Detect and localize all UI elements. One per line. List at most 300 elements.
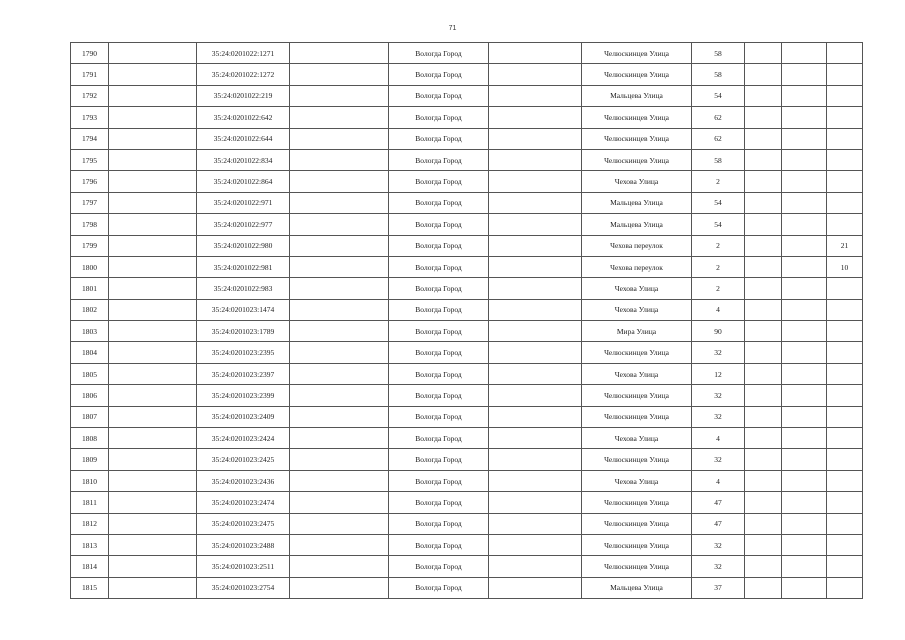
cell-blank — [489, 321, 582, 342]
cell-blank — [290, 235, 389, 256]
cell-blank — [745, 85, 782, 106]
cell-blank — [489, 128, 582, 149]
cell-blank — [745, 149, 782, 170]
cell-street: Челюскинцев Улица — [582, 64, 692, 85]
cell-row-number: 1802 — [71, 299, 109, 320]
cell-house-number: 4 — [692, 428, 745, 449]
cell-blank — [489, 85, 582, 106]
cell-blank — [290, 385, 389, 406]
table-row — [71, 470, 863, 491]
cell-cadastral-number: 35:24:0201023:1789 — [197, 321, 290, 342]
cell-blank — [109, 64, 197, 85]
cell-blank — [290, 321, 389, 342]
cell-apartment — [827, 85, 863, 106]
cell-street: Чехова Улица — [582, 363, 692, 384]
cell-blank — [782, 235, 827, 256]
cell-city: Вологда Город — [389, 235, 489, 256]
cell-blank — [290, 556, 389, 577]
cell-street: Челюскинцев Улица — [582, 385, 692, 406]
cell-row-number: 1807 — [71, 406, 109, 427]
cell-cadastral-number: 35:24:0201022:1271 — [197, 43, 290, 64]
cell-street: Чехова Улица — [582, 428, 692, 449]
cell-row-number: 1800 — [71, 256, 109, 277]
cell-house-number: 58 — [692, 64, 745, 85]
cell-apartment — [827, 577, 863, 598]
cell-blank — [745, 385, 782, 406]
cell-city: Вологда Город — [389, 299, 489, 320]
cell-apartment — [827, 128, 863, 149]
cell-blank — [745, 470, 782, 491]
cell-row-number: 1811 — [71, 492, 109, 513]
cell-house-number: 32 — [692, 385, 745, 406]
cell-city: Вологда Город — [389, 278, 489, 299]
cell-cadastral-number: 35:24:0201023:2425 — [197, 449, 290, 470]
cell-street: Челюскинцев Улица — [582, 449, 692, 470]
cell-blank — [782, 385, 827, 406]
cell-apartment — [827, 470, 863, 491]
table-row — [71, 128, 863, 149]
page-number: 71 — [448, 25, 457, 32]
cell-city: Вологда Город — [389, 577, 489, 598]
cell-blank — [745, 428, 782, 449]
cell-blank — [109, 428, 197, 449]
table-row — [71, 214, 863, 235]
cell-house-number: 54 — [692, 192, 745, 213]
cell-blank — [290, 299, 389, 320]
cell-row-number: 1799 — [71, 235, 109, 256]
table-row — [71, 428, 863, 449]
cell-row-number: 1813 — [71, 534, 109, 555]
cell-blank — [489, 256, 582, 277]
cell-street: Чехова Улица — [582, 470, 692, 491]
table-row — [71, 278, 863, 299]
cell-row-number: 1795 — [71, 149, 109, 170]
cell-blank — [290, 149, 389, 170]
cell-blank — [109, 278, 197, 299]
cell-blank — [109, 171, 197, 192]
cell-street: Мальцева Улица — [582, 214, 692, 235]
cell-house-number: 32 — [692, 534, 745, 555]
cell-street: Челюскинцев Улица — [582, 513, 692, 534]
cell-row-number: 1808 — [71, 428, 109, 449]
cell-apartment — [827, 363, 863, 384]
cell-blank — [109, 85, 197, 106]
cell-city: Вологда Город — [389, 214, 489, 235]
cell-blank — [489, 363, 582, 384]
table-row — [71, 43, 863, 64]
cell-blank — [489, 235, 582, 256]
cell-blank — [782, 85, 827, 106]
cell-blank — [745, 278, 782, 299]
registry-table — [70, 42, 863, 599]
cell-blank — [782, 214, 827, 235]
cell-street: Челюскинцев Улица — [582, 406, 692, 427]
cell-street: Мальцева Улица — [582, 85, 692, 106]
cell-blank — [290, 278, 389, 299]
cell-row-number: 1797 — [71, 192, 109, 213]
cell-street: Чехова переулок — [582, 235, 692, 256]
cell-blank — [489, 43, 582, 64]
cell-cadastral-number: 35:24:0201023:2395 — [197, 342, 290, 363]
cell-street: Челюскинцев Улица — [582, 128, 692, 149]
cell-house-number: 90 — [692, 321, 745, 342]
cell-apartment: 21 — [827, 235, 863, 256]
cell-city: Вологда Город — [389, 363, 489, 384]
cell-street: Челюскинцев Улица — [582, 43, 692, 64]
cell-city: Вологда Город — [389, 513, 489, 534]
cell-blank — [782, 492, 827, 513]
cell-row-number: 1793 — [71, 107, 109, 128]
table-row — [71, 192, 863, 213]
cell-cadastral-number: 35:24:0201022:983 — [197, 278, 290, 299]
cell-city: Вологда Город — [389, 449, 489, 470]
cell-blank — [782, 556, 827, 577]
cell-city: Вологда Город — [389, 342, 489, 363]
cell-blank — [782, 256, 827, 277]
cell-city: Вологда Город — [389, 385, 489, 406]
cell-city: Вологда Город — [389, 149, 489, 170]
cell-street: Мальцева Улица — [582, 192, 692, 213]
cell-blank — [109, 577, 197, 598]
cell-row-number: 1803 — [71, 321, 109, 342]
cell-street: Челюскинцев Улица — [582, 149, 692, 170]
cell-cadastral-number: 35:24:0201023:1474 — [197, 299, 290, 320]
cell-apartment — [827, 192, 863, 213]
cell-blank — [782, 64, 827, 85]
cell-blank — [489, 214, 582, 235]
cell-blank — [782, 513, 827, 534]
cell-blank — [109, 385, 197, 406]
cell-blank — [109, 470, 197, 491]
cell-blank — [489, 556, 582, 577]
cell-house-number: 4 — [692, 470, 745, 491]
cell-street: Мира Улица — [582, 321, 692, 342]
cell-blank — [109, 299, 197, 320]
cell-blank — [290, 534, 389, 555]
cell-cadastral-number: 35:24:0201023:2488 — [197, 534, 290, 555]
table-body — [71, 43, 863, 599]
cell-city: Вологда Город — [389, 107, 489, 128]
cell-cadastral-number: 35:24:0201023:2399 — [197, 385, 290, 406]
cell-house-number: 58 — [692, 149, 745, 170]
cell-blank — [489, 513, 582, 534]
table-row — [71, 449, 863, 470]
cell-blank — [745, 492, 782, 513]
cell-blank — [782, 299, 827, 320]
cell-cadastral-number: 35:24:0201023:2409 — [197, 406, 290, 427]
cell-blank — [782, 278, 827, 299]
cell-city: Вологда Город — [389, 128, 489, 149]
cell-blank — [290, 513, 389, 534]
cell-blank — [782, 107, 827, 128]
cell-blank — [489, 406, 582, 427]
cell-cadastral-number: 35:24:0201023:2424 — [197, 428, 290, 449]
cell-blank — [109, 107, 197, 128]
cell-city: Вологда Город — [389, 470, 489, 491]
cell-blank — [290, 107, 389, 128]
cell-blank — [745, 43, 782, 64]
cell-cadastral-number: 35:24:0201023:2474 — [197, 492, 290, 513]
table-row — [71, 64, 863, 85]
cell-apartment: 10 — [827, 256, 863, 277]
cell-city: Вологда Город — [389, 192, 489, 213]
cell-blank — [745, 299, 782, 320]
cell-blank — [109, 534, 197, 555]
cell-blank — [745, 214, 782, 235]
table-row — [71, 171, 863, 192]
cell-cadastral-number: 35:24:0201023:2397 — [197, 363, 290, 384]
cell-blank — [290, 43, 389, 64]
cell-cadastral-number: 35:24:0201023:2436 — [197, 470, 290, 491]
cell-city: Вологда Город — [389, 43, 489, 64]
cell-blank — [489, 470, 582, 491]
cell-blank — [109, 214, 197, 235]
cell-city: Вологда Город — [389, 256, 489, 277]
cell-cadastral-number: 35:24:0201022:971 — [197, 192, 290, 213]
cell-blank — [290, 256, 389, 277]
cell-blank — [109, 406, 197, 427]
cell-blank — [782, 449, 827, 470]
table-row — [71, 534, 863, 555]
cell-row-number: 1791 — [71, 64, 109, 85]
cell-street: Челюскинцев Улица — [582, 492, 692, 513]
cell-blank — [782, 470, 827, 491]
cell-blank — [782, 342, 827, 363]
cell-apartment — [827, 171, 863, 192]
cell-blank — [782, 406, 827, 427]
cell-row-number: 1805 — [71, 363, 109, 384]
cell-blank — [489, 428, 582, 449]
cell-row-number: 1809 — [71, 449, 109, 470]
cell-cadastral-number: 35:24:0201023:2475 — [197, 513, 290, 534]
cell-apartment — [827, 299, 863, 320]
cell-street: Чехова Улица — [582, 278, 692, 299]
cell-blank — [290, 449, 389, 470]
cell-blank — [109, 342, 197, 363]
cell-house-number: 12 — [692, 363, 745, 384]
cell-apartment — [827, 556, 863, 577]
table-row — [71, 85, 863, 106]
table-row — [71, 556, 863, 577]
cell-row-number: 1792 — [71, 85, 109, 106]
cell-blank — [745, 107, 782, 128]
cell-city: Вологда Город — [389, 556, 489, 577]
cell-row-number: 1814 — [71, 556, 109, 577]
cell-row-number: 1794 — [71, 128, 109, 149]
cell-blank — [489, 299, 582, 320]
cell-row-number: 1790 — [71, 43, 109, 64]
cell-row-number: 1796 — [71, 171, 109, 192]
cell-blank — [745, 406, 782, 427]
cell-blank — [489, 342, 582, 363]
cell-blank — [745, 235, 782, 256]
cell-blank — [489, 449, 582, 470]
cell-street: Чехова Улица — [582, 171, 692, 192]
cell-row-number: 1798 — [71, 214, 109, 235]
cell-apartment — [827, 107, 863, 128]
cell-house-number: 32 — [692, 342, 745, 363]
cell-street: Чехова переулок — [582, 256, 692, 277]
cell-blank — [745, 321, 782, 342]
cell-blank — [489, 492, 582, 513]
cell-blank — [290, 492, 389, 513]
cell-house-number: 54 — [692, 85, 745, 106]
table-row — [71, 256, 863, 277]
cell-blank — [782, 128, 827, 149]
cell-blank — [109, 43, 197, 64]
cell-blank — [782, 43, 827, 64]
cell-apartment — [827, 406, 863, 427]
cell-apartment — [827, 321, 863, 342]
cell-blank — [109, 513, 197, 534]
cell-city: Вологда Город — [389, 64, 489, 85]
cell-house-number: 58 — [692, 43, 745, 64]
cell-blank — [782, 534, 827, 555]
cell-apartment — [827, 534, 863, 555]
cell-blank — [109, 256, 197, 277]
cell-blank — [109, 556, 197, 577]
cell-blank — [290, 470, 389, 491]
cell-row-number: 1812 — [71, 513, 109, 534]
cell-house-number: 2 — [692, 278, 745, 299]
cell-house-number: 2 — [692, 235, 745, 256]
cell-blank — [290, 214, 389, 235]
cell-blank — [489, 171, 582, 192]
cell-city: Вологда Город — [389, 85, 489, 106]
cell-house-number: 2 — [692, 171, 745, 192]
cell-blank — [489, 278, 582, 299]
cell-blank — [489, 385, 582, 406]
cell-blank — [109, 321, 197, 342]
cell-blank — [109, 149, 197, 170]
cell-cadastral-number: 35:24:0201023:2754 — [197, 577, 290, 598]
cell-blank — [745, 577, 782, 598]
table-row — [71, 299, 863, 320]
cell-apartment — [827, 149, 863, 170]
cell-house-number: 62 — [692, 107, 745, 128]
cell-cadastral-number: 35:24:0201022:1272 — [197, 64, 290, 85]
cell-blank — [782, 363, 827, 384]
cell-blank — [745, 64, 782, 85]
cell-street: Челюскинцев Улица — [582, 342, 692, 363]
cell-row-number: 1801 — [71, 278, 109, 299]
cell-apartment — [827, 492, 863, 513]
cell-street: Челюскинцев Улица — [582, 534, 692, 555]
cell-house-number: 62 — [692, 128, 745, 149]
table-row — [71, 107, 863, 128]
cell-city: Вологда Город — [389, 321, 489, 342]
cell-blank — [745, 171, 782, 192]
cell-house-number: 2 — [692, 256, 745, 277]
cell-row-number: 1804 — [71, 342, 109, 363]
cell-house-number: 47 — [692, 492, 745, 513]
cell-apartment — [827, 43, 863, 64]
cell-apartment — [827, 385, 863, 406]
cell-blank — [290, 171, 389, 192]
cell-blank — [745, 556, 782, 577]
cell-blank — [290, 406, 389, 427]
cell-blank — [109, 363, 197, 384]
cell-blank — [109, 492, 197, 513]
cell-city: Вологда Город — [389, 428, 489, 449]
cell-blank — [489, 192, 582, 213]
cell-blank — [290, 64, 389, 85]
cell-cadastral-number: 35:24:0201022:219 — [197, 85, 290, 106]
cell-apartment — [827, 513, 863, 534]
cell-apartment — [827, 342, 863, 363]
cell-city: Вологда Город — [389, 171, 489, 192]
cell-apartment — [827, 214, 863, 235]
table-row — [71, 385, 863, 406]
cell-apartment — [827, 449, 863, 470]
cell-row-number: 1815 — [71, 577, 109, 598]
cell-row-number: 1806 — [71, 385, 109, 406]
cell-blank — [489, 64, 582, 85]
cell-blank — [782, 428, 827, 449]
cell-blank — [109, 235, 197, 256]
table-row — [71, 342, 863, 363]
cell-blank — [290, 577, 389, 598]
cell-blank — [782, 321, 827, 342]
cell-blank — [489, 577, 582, 598]
cell-cadastral-number: 35:24:0201022:644 — [197, 128, 290, 149]
cell-street: Челюскинцев Улица — [582, 556, 692, 577]
cell-blank — [109, 192, 197, 213]
cell-blank — [745, 363, 782, 384]
table-row — [71, 363, 863, 384]
cell-apartment — [827, 428, 863, 449]
cell-house-number: 4 — [692, 299, 745, 320]
cell-blank — [290, 363, 389, 384]
cell-cadastral-number: 35:24:0201022:864 — [197, 171, 290, 192]
cell-blank — [489, 149, 582, 170]
cell-apartment — [827, 278, 863, 299]
cell-cadastral-number: 35:24:0201022:977 — [197, 214, 290, 235]
cell-apartment — [827, 64, 863, 85]
cell-blank — [489, 107, 582, 128]
cell-blank — [745, 449, 782, 470]
cell-blank — [745, 342, 782, 363]
cell-house-number: 32 — [692, 556, 745, 577]
cell-blank — [290, 128, 389, 149]
cell-street: Чехова Улица — [582, 299, 692, 320]
cell-house-number: 32 — [692, 406, 745, 427]
cell-blank — [290, 342, 389, 363]
cell-blank — [290, 428, 389, 449]
cell-city: Вологда Город — [389, 492, 489, 513]
cell-cadastral-number: 35:24:0201022:642 — [197, 107, 290, 128]
cell-street: Мальцева Улица — [582, 577, 692, 598]
cell-blank — [109, 128, 197, 149]
cell-city: Вологда Город — [389, 406, 489, 427]
cell-house-number: 47 — [692, 513, 745, 534]
table-row — [71, 149, 863, 170]
table-row — [71, 406, 863, 427]
cell-blank — [745, 256, 782, 277]
cell-cadastral-number: 35:24:0201022:834 — [197, 149, 290, 170]
table-row — [71, 492, 863, 513]
cell-blank — [290, 192, 389, 213]
cell-blank — [782, 577, 827, 598]
cell-blank — [745, 534, 782, 555]
cell-blank — [489, 534, 582, 555]
table-row — [71, 577, 863, 598]
cell-blank — [782, 171, 827, 192]
cell-cadastral-number: 35:24:0201023:2511 — [197, 556, 290, 577]
cell-city: Вологда Город — [389, 534, 489, 555]
table-row — [71, 235, 863, 256]
cell-blank — [782, 192, 827, 213]
